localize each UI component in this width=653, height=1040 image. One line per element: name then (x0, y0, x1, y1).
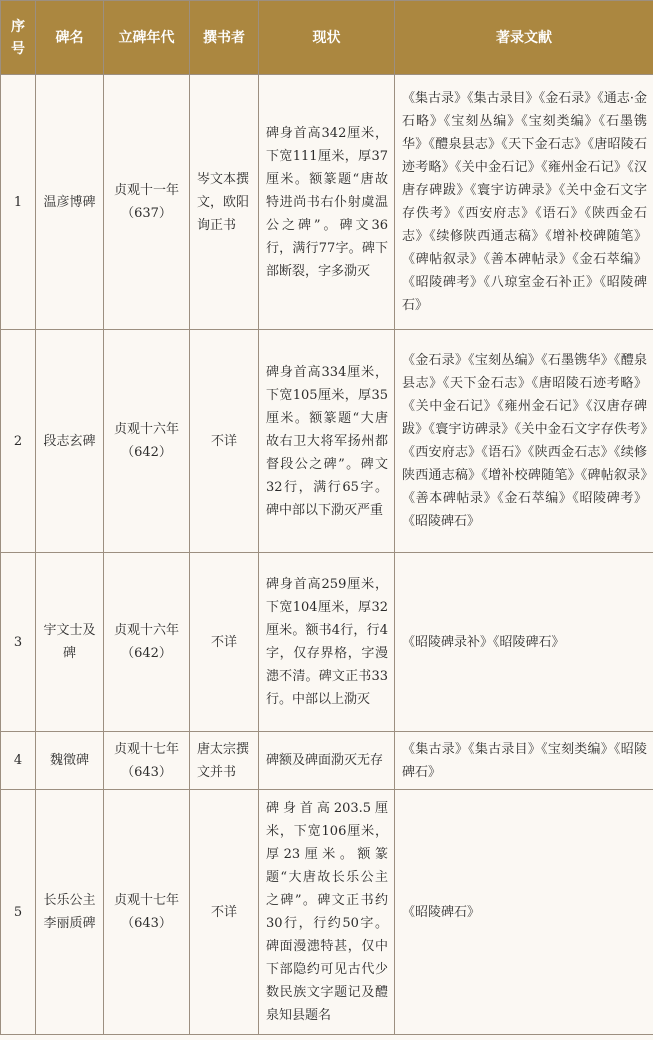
table-header-row (1, 1, 653, 75)
cell-no: 2 (1, 330, 36, 553)
cell-no: 4 (1, 732, 36, 790)
cell-refs: 《昭陵碑录补》《昭陵碑石》 (395, 553, 653, 732)
header-refs: 著录文献 (395, 1, 653, 75)
cell-no: 1 (1, 75, 36, 330)
header-status: 现状 (259, 1, 395, 75)
cell-refs: 《集古录》《集古录目》《宝刻类编》《昭陵碑石》 (395, 732, 653, 790)
header-date: 立碑年代 (104, 1, 190, 75)
header-name: 碑名 (36, 1, 104, 75)
cell-status: 碑身首高342厘米，下宽111厘米，厚37厘米。额篆题“唐故特进尚书右仆射虞温公之碑”。碑文36行，满行77字。碑下部断裂，字多泐灭 (259, 75, 395, 330)
cell-refs: 《集古录》《集古录目》《金石录》《通志·金石略》《宝刻丛编》《宝刻类编》《石墨镌华》《醴泉县志》《天下金石志》《唐昭陵石迹考略》《关中金石记》《雍州金石记》《汉唐存碑跋》《寰宇访碑录》《关中金石文字存佚考》《西安府志》《语石》《陕西金石志》《续修陕西通志稿》《增补校碑随笔》《碑帖叙录》《善本碑帖录》《金石萃编》《昭陵碑考》《八琼室金石补正》《昭陵碑石》 (395, 75, 653, 330)
table-row (1, 732, 653, 790)
cell-name: 魏徵碑 (36, 732, 104, 790)
header-no-text: 序号 (11, 18, 25, 57)
cell-name: 温彦博碑 (36, 75, 104, 330)
cell-status: 碑身首高334厘米，下宽105厘米，厚35厘米。额篆题“大唐故右卫大将军扬州都督段公之碑”。碑文32行，满行65字。碑中部以下泐灭严重 (259, 330, 395, 553)
header-no (1, 1, 36, 75)
table-row (1, 330, 653, 553)
cell-no: 3 (1, 553, 36, 732)
cell-author: 岑文本撰文，欧阳询正书 (190, 75, 259, 330)
cell-author: 不详 (190, 553, 259, 732)
cell-date: 贞观十六年（642） (104, 553, 190, 732)
cell-status: 碑额及碑面泐灭无存 (259, 732, 395, 790)
cell-name: 长乐公主李丽质碑 (36, 790, 104, 1035)
cell-no: 5 (1, 790, 36, 1035)
cell-date: 贞观十七年（643） (104, 790, 190, 1035)
cell-author: 唐太宗撰文并书 (190, 732, 259, 790)
cell-date: 贞观十七年（643） (104, 732, 190, 790)
cell-date: 贞观十一年（637） (104, 75, 190, 330)
table-row (1, 75, 653, 330)
cell-name: 宇文士及碑 (36, 553, 104, 732)
cell-date: 贞观十六年（642） (104, 330, 190, 553)
cell-refs: 《昭陵碑石》 (395, 790, 653, 1035)
cell-status: 碑身首高203.5厘米，下宽106厘米，厚23厘米。额篆题“大唐故长乐公主之碑”。碑文正书约30行，行约50字。碑面漫漶特甚，仅中下部隐约可见古代少数民族文字题记及醴泉知县题名 (259, 790, 395, 1035)
cell-author: 不详 (190, 330, 259, 553)
cell-name: 段志玄碑 (36, 330, 104, 553)
header-author: 撰书者 (190, 1, 259, 75)
table-row (1, 790, 653, 1035)
cell-author: 不详 (190, 790, 259, 1035)
cell-status: 碑身首高259厘米，下宽104厘米，厚32厘米。额书4行，行4字，仅存界格，字漫漶不清。碑文正书33行。中部以上泐灭 (259, 553, 395, 732)
cell-refs: 《金石录》《宝刻丛编》《石墨镌华》《醴泉县志》《天下金石志》《唐昭陵石迹考略》《关中金石记》《雍州金石记》《汉唐存碑跋》《寰宇访碑录》《关中金石文字存佚考》《西安府志》《语石》《陕西金石志》《续修陕西通志稿》《增补校碑随笔》《碑帖叙录》《善本碑帖录》《金石萃编》《昭陵碑考》《昭陵碑石》 (395, 330, 653, 553)
table-row (1, 553, 653, 732)
